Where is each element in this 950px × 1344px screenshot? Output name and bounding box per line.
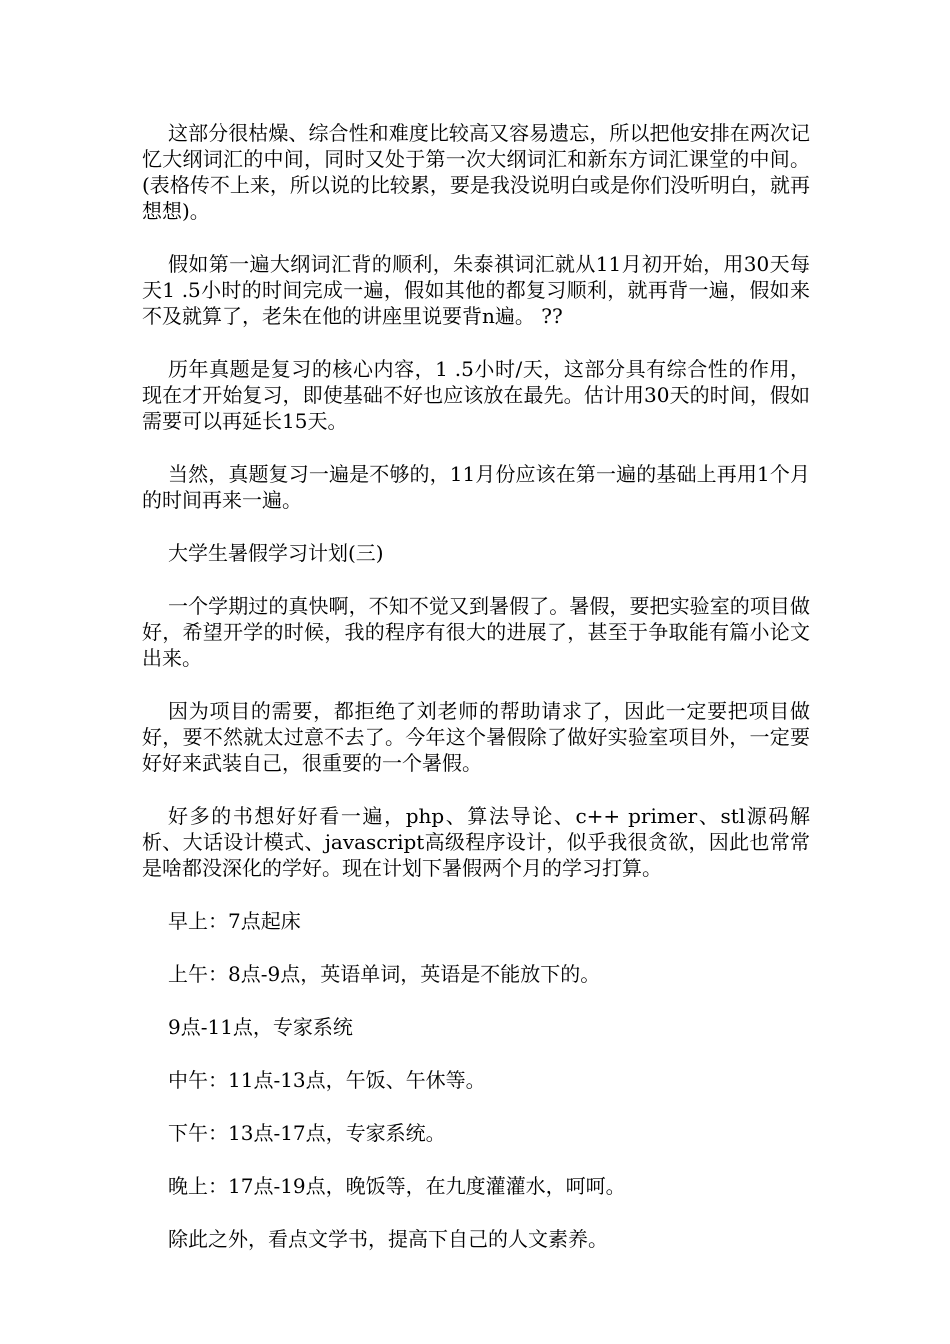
- paragraph-summer-intro: 一个学期过的真快啊，不知不觉又到暑假了。暑假，要把实验室的项目做好，希望开学的时候，我的程序有很大的进展了，甚至于争取能有篇小论文出来。: [142, 594, 810, 670]
- paragraph-past-exams: 历年真题是复习的核心内容，1 .5小时/天，这部分具有综合性的作用，现在才开始复习，即使基础不好也应该放在最先。估计用30天的时间，假如需要可以再延长15天。: [142, 357, 810, 433]
- schedule-item-wakeup: 早上：7点起床: [168, 909, 301, 933]
- schedule-item-evening: 晚上：17点-19点，晚饭等，在九度灌灌水，呵呵。: [168, 1174, 626, 1198]
- schedule-item-noon: 中午：11点-13点，午饭、午休等。: [168, 1068, 486, 1092]
- schedule-item-morning: 上午：8点-9点，英语单词，英语是不能放下的。: [168, 962, 601, 986]
- paragraph-vocabulary-plan: 假如第一遍大纲词汇背的顺利，朱泰祺词汇就从11月初开始，用30天每天1 .5小时的时间完成一遍，假如其他的都复习顺利，就再背一遍，假如来不及就算了，老朱在他的讲座里说要背n遍。 ??: [142, 252, 810, 328]
- paragraph-books: 好多的书想好好看一遍，php、算法导论、c++ primer、stl源码解析、大话设计模式、javascript高级程序设计，似乎我很贪欲，因此也常常是啥都没深化的学好。现在计划下暑假两个月的学习打算。: [142, 804, 810, 880]
- schedule-item-extra: 除此之外，看点文学书，提高下自己的人文素养。: [168, 1227, 608, 1251]
- schedule-item-afternoon: 下午：13点-17点，专家系统。: [168, 1121, 446, 1145]
- schedule-item-expert-system-morning: 9点-11点，专家系统: [168, 1015, 353, 1039]
- paragraph-project: 因为项目的需要，都拒绝了刘老师的帮助请求了，因此一定要把项目做好，要不然就太过意不去了。今年这个暑假除了做好实验室项目外，一定要好好来武装自己，很重要的一个暑假。: [142, 699, 810, 775]
- section-title: 大学生暑假学习计划(三): [168, 541, 384, 565]
- paragraph-review-order: 这部分很枯燥、综合性和难度比较高又容易遗忘，所以把他安排在两次记忆大纲词汇的中间，同时又处于第一次大纲词汇和新东方词汇课堂的中间。(表格传不上来，所以说的比较累，要是我没说明白或是你们没听明白，就再想想)。: [142, 121, 810, 223]
- paragraph-exam-review-again: 当然，真题复习一遍是不够的，11月份应该在第一遍的基础上再用1个月的时间再来一遍。: [142, 462, 810, 512]
- document-page: [142, 120, 810, 1279]
